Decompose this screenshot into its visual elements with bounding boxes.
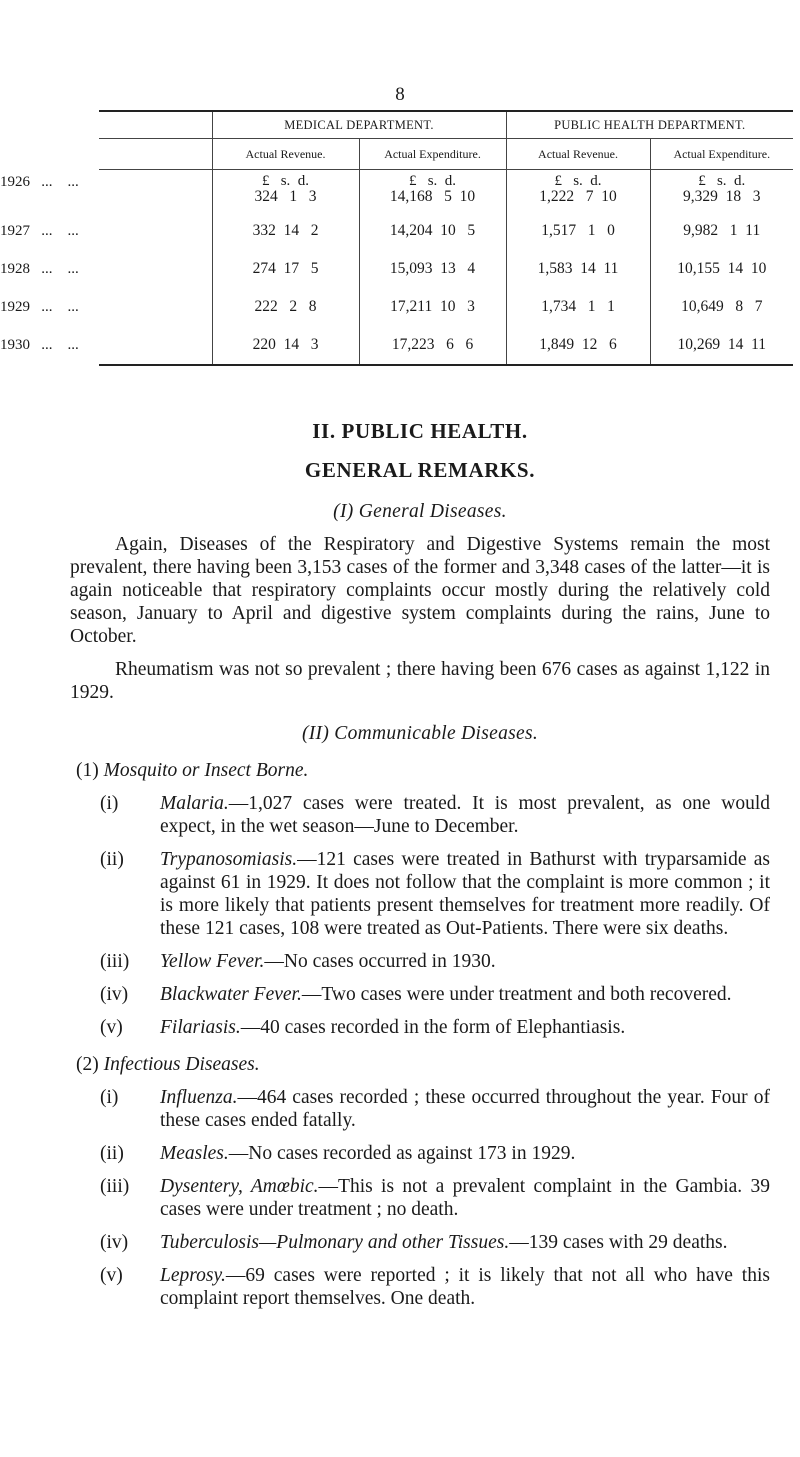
year-label: 1926 ... ... [0,174,79,190]
disease-list-item [100,1142,770,1165]
ph-revenue-cell [506,212,650,250]
document-body [70,420,770,1310]
med-revenue-cell [212,250,359,288]
currency-units-label: £ s. d. [261,173,310,189]
disease-term: Blackwater Fever. [160,984,302,1005]
finance-table [0,110,793,366]
table-row [99,170,793,213]
med-expenditure-cell [359,326,506,365]
ph-expenditure-cell [650,212,793,250]
table-row [99,212,793,250]
disease-list-item [100,1264,770,1310]
finance-table-body [0,170,793,366]
amount-value: 14,168 5 10 [389,188,476,205]
disease-description: —Two cases were under treatment and both recovered. [301,984,732,1005]
category-mosquito-insect-borne [76,759,770,782]
med-expenditure-cell [359,170,506,213]
disease-term: Trypanosomiasis. [160,849,298,870]
item-number: (v) [100,1265,123,1286]
ph-revenue-cell [506,250,650,288]
disease-term: Influenza. [160,1087,238,1108]
amount-value: 1,222 7 10 [539,188,617,205]
amount-value: 10,269 14 11 [677,336,767,353]
disease-list-item [100,1231,770,1254]
disease-list-item [100,950,770,973]
disease-list-item [100,983,770,1006]
ph-expenditure-cell [650,170,793,213]
med-revenue-cell [212,170,359,213]
item-number: (v) [100,1017,123,1038]
ph-revenue-cell [506,288,650,326]
currency-units-label: £ s. d. [698,173,746,189]
item-number: (i) [100,1087,119,1108]
category-number: (2) [76,1054,99,1075]
amount-value: 1,583 14 11 [537,260,619,277]
general-diseases-heading: (I) General Diseases. [333,501,507,522]
amount-value: 220 14 3 [252,336,319,353]
year-subheader-blank [99,139,212,170]
amount-value: 324 1 3 [254,188,317,205]
general-diseases-paragraph-1: Again, Diseases of the Respiratory and Digestive Systems remain the most prevalent, there having been 3,153 cases of the former and 3,348 cases of the latter—it is again noticeable that respiratory complaints occur mostly during the relatively cold season, January to April and digestive system complaints during the rains, June to October. [70,534,770,647]
disease-description: —139 cases with 29 deaths. [509,1232,728,1253]
disease-description: —No cases occurred in 1930. [264,951,496,972]
amount-value: 10,155 14 10 [677,260,767,277]
item-number: (iv) [100,1232,129,1253]
item-number: (i) [100,793,119,814]
amount-value: 222 2 8 [254,298,317,315]
medical-department-header: MEDICAL DEPARTMENT. [212,111,506,139]
amount-value: 274 17 5 [252,260,319,277]
disease-list-item [100,848,770,940]
disease-description: —No cases recorded as against 173 in 1929. [228,1143,576,1164]
item-number: (ii) [100,1143,124,1164]
med-expenditure-header: Actual Expenditure. [359,139,506,170]
category-title: Mosquito or Insect Borne. [103,760,309,781]
year-label: 1928 ... ... [0,260,79,277]
year-cell [0,326,212,365]
ph-revenue-cell [506,326,650,365]
amount-value: 14,204 10 5 [389,222,476,239]
year-label: 1929 ... ... [0,298,79,315]
disease-description: —40 cases recorded in the form of Elephantiasis. [240,1017,626,1038]
item-number: (iii) [100,1176,130,1197]
general-diseases-paragraph-2: Rheumatism was not so prevalent ; there having been 676 cases as against 1,122 in 1929. [70,659,770,703]
year-cell [0,212,212,250]
infectious-diseases-list [70,1086,770,1310]
med-revenue-header: Actual Revenue. [212,139,359,170]
med-expenditure-cell [359,250,506,288]
year-header-blank [99,111,212,139]
amount-value: 332 14 2 [252,222,319,239]
year-label: 1927 ... ... [0,222,79,239]
med-revenue-cell [212,212,359,250]
disease-term: Filariasis. [160,1017,241,1038]
general-remarks-title: GENERAL REMARKS. [304,458,536,482]
ph-expenditure-header: Actual Expenditure. [650,139,793,170]
ph-revenue-cell [506,170,650,213]
disease-list-item [100,1175,770,1221]
med-revenue-cell [212,326,359,365]
mosquito-borne-list [70,792,770,1039]
disease-term: Measles. [160,1143,229,1164]
item-number: (iii) [100,951,130,972]
disease-term: Malaria. [160,793,229,814]
public-health-department-header: PUBLIC HEALTH DEPARTMENT. [506,111,793,139]
med-expenditure-cell [359,288,506,326]
currency-units-label: £ s. d. [408,173,457,189]
item-number: (iv) [100,984,129,1005]
disease-description: —69 cases were reported ; it is likely that not all who have this complaint report themselves. One death. [160,1265,770,1309]
section-title: II. PUBLIC HEALTH. [312,419,528,443]
disease-description: —121 cases were treated in Bathurst with tryparsamide as against 61 in 1929. It does not follow that the complaint is more common ; it is more likely that patients present themselves for treatment more readily. Of these 121 cases, 108 were treated as Out-Patients. There were six deaths. [160,849,770,939]
communicable-diseases-heading: (II) Communicable Diseases. [301,723,539,744]
disease-list-item [100,792,770,838]
med-expenditure-cell [359,212,506,250]
category-number: (1) [76,760,99,781]
amount-value: 1,517 1 0 [541,222,615,239]
category-title: Infectious Diseases. [103,1054,260,1075]
disease-list-item [100,1016,770,1039]
table-row [99,250,793,288]
amount-value: 9,329 18 3 [683,188,761,205]
amount-value: 1,734 1 1 [541,298,615,315]
ph-revenue-header: Actual Revenue. [506,139,650,170]
disease-term: Tuberculosis—Pulmonary and other Tissues. [160,1232,510,1253]
year-label: 1930 ... ... [0,336,79,353]
amount-value: 17,223 6 6 [391,336,474,353]
table-row [99,326,793,365]
ph-expenditure-cell [650,288,793,326]
disease-description: —464 cases recorded ; these occurred throughout the year. Four of these cases ended fatally. [160,1087,770,1131]
year-cell [0,170,212,213]
disease-list-item [100,1086,770,1132]
disease-term: Yellow Fever. [160,951,265,972]
currency-units-label: £ s. d. [554,173,602,189]
ph-expenditure-cell [650,250,793,288]
table-row [99,288,793,326]
disease-description: —1,027 cases were treated. It is most prevalent, as one would expect, in the wet season—June to December. [160,793,770,837]
year-cell [0,288,212,326]
med-revenue-cell [212,288,359,326]
disease-description: —This is not a prevalent complaint in the Gambia. 39 cases were under treatment ; no death. [160,1176,770,1220]
disease-term: Dysentery, Amœbic. [160,1176,319,1197]
amount-value: 9,982 1 11 [683,222,761,239]
category-infectious-diseases [76,1053,770,1076]
year-cell [0,250,212,288]
ph-expenditure-cell [650,326,793,365]
page-number: 8 [395,84,405,105]
amount-value: 10,649 8 7 [681,298,763,315]
item-number: (ii) [100,849,124,870]
disease-term: Leprosy. [160,1265,226,1286]
amount-value: 17,211 10 3 [390,298,475,315]
amount-value: 15,093 13 4 [389,260,476,277]
amount-value: 1,849 12 6 [539,336,617,353]
